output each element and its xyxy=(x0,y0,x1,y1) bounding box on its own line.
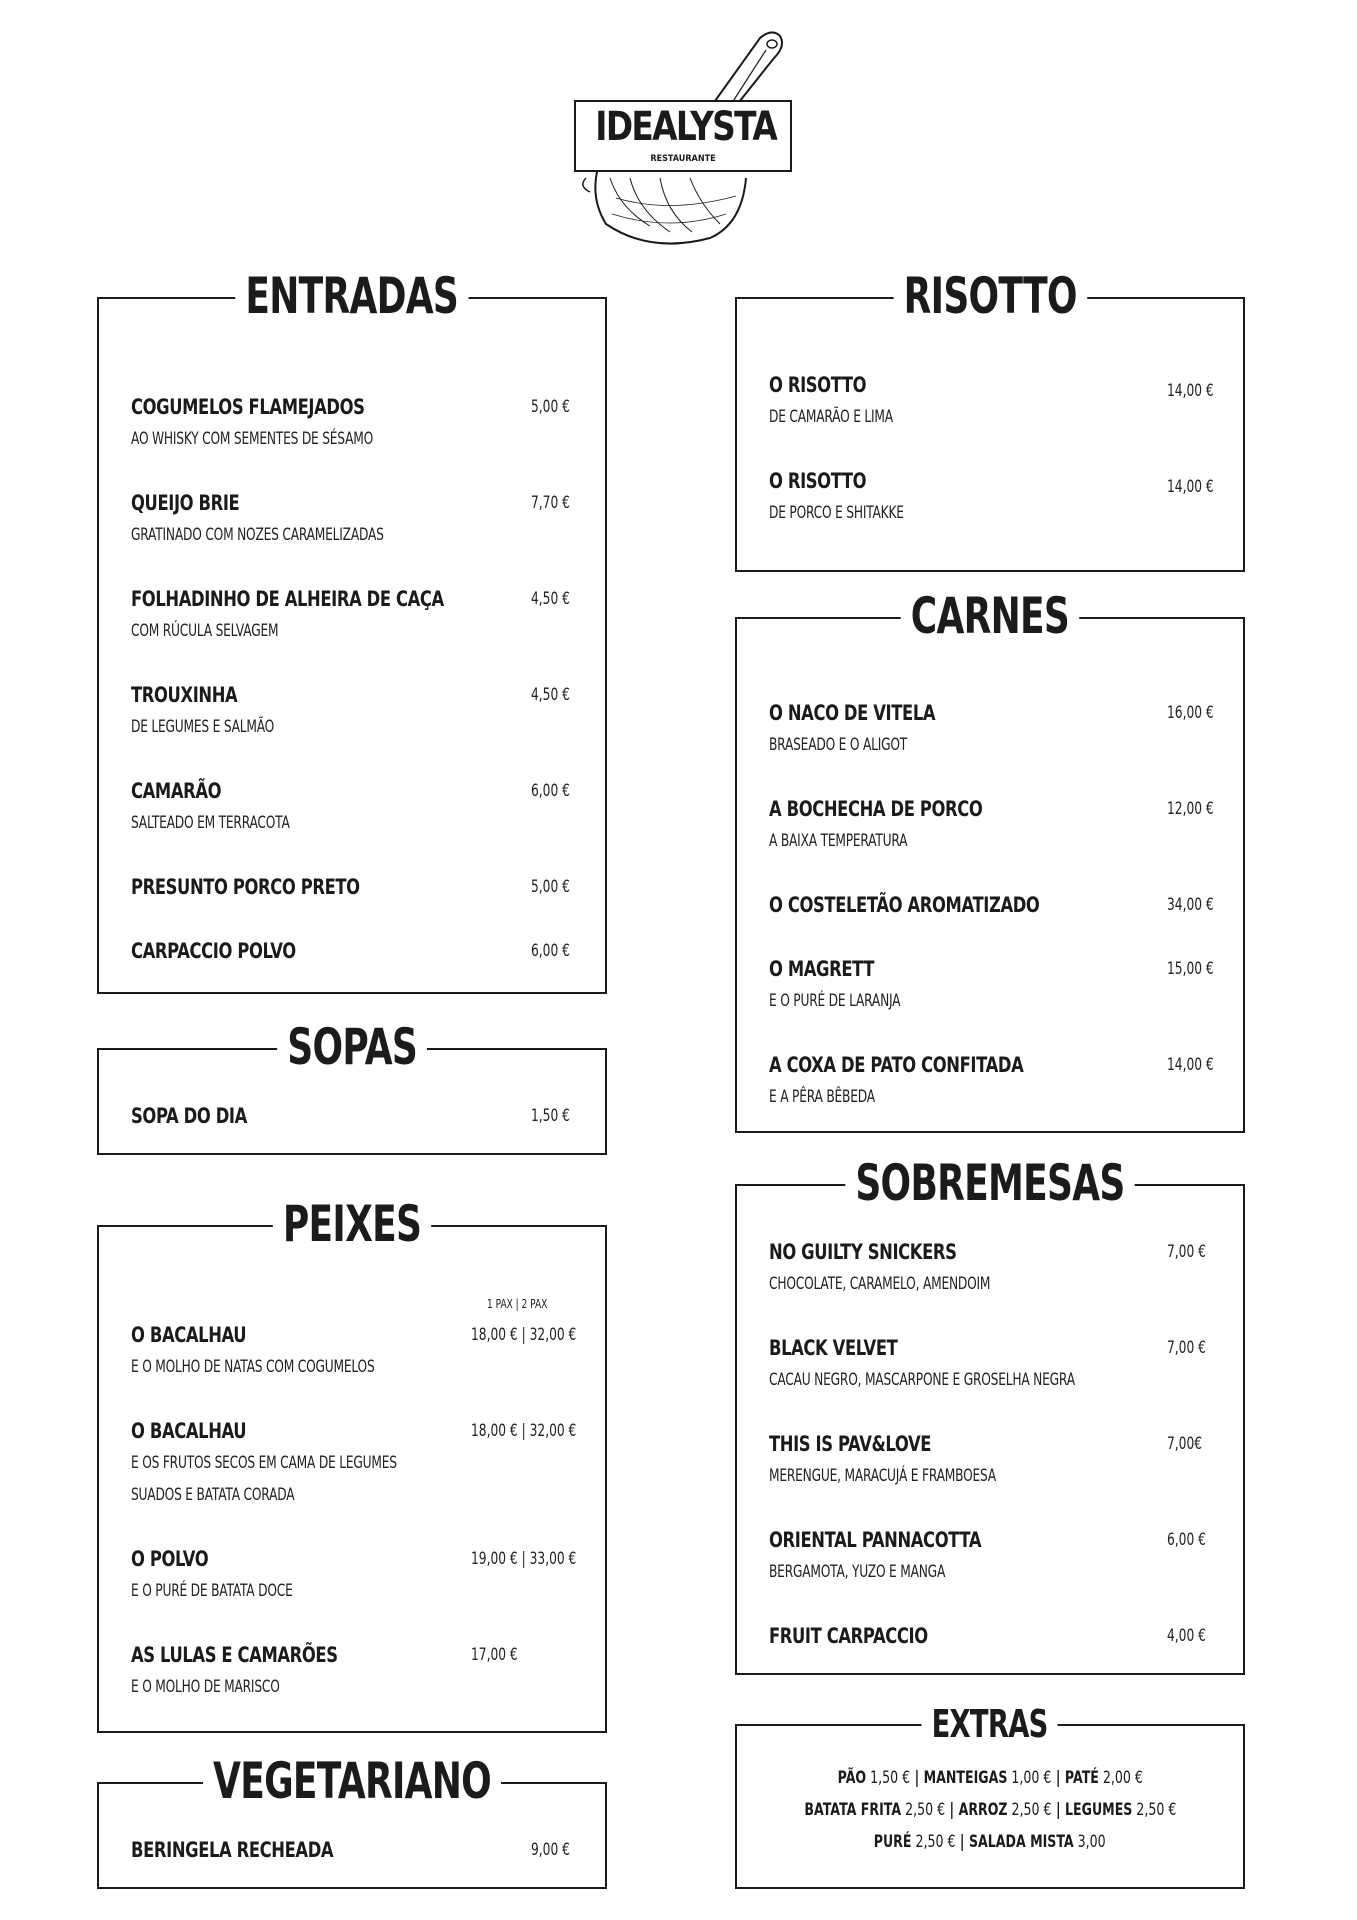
logo-name: IDEALYSTA xyxy=(595,104,777,150)
menu-item: THIS IS PAV&LOVE MERENGUE, MARACUJÁ E FRAMBOESA 7,00€ xyxy=(769,1432,1203,1486)
section-title-sopas: SOPAS xyxy=(99,1018,605,1076)
menu-item: PRESUNTO PORCO PRETO 5,00 € xyxy=(131,875,570,899)
menu-item: FRUIT CARPACCIO 4,00 € xyxy=(769,1624,1206,1648)
menu-item: O RISOTTO DE PORCO E SHITAKKE 14,00 € xyxy=(769,469,1214,523)
extras-line: PURÉ 2,50 € | SALADA MISTA 3,00 xyxy=(874,1832,1106,1852)
section-title-entradas: ENTRADAS xyxy=(99,267,605,325)
section-risotto xyxy=(735,267,1245,572)
section-vegetariano xyxy=(97,1752,607,1889)
restaurant-logo xyxy=(560,28,800,260)
menu-item: O POLVO E O PURÉ DE BATATA DOCE 19,00 € | 33,00 € xyxy=(131,1547,577,1601)
section-extras xyxy=(735,1702,1245,1889)
logo-subtitle: RESTAURANTE xyxy=(650,154,716,164)
extras-line: BATATA FRITA 2,50 € | ARROZ 2,50 € | LEGUMES 2,50 € xyxy=(803,1800,1177,1820)
menu-item: O BACALHAU E OS FRUTOS SECOS EM CAMA DE LEGUMES SUADOS E BATATA CORADA 18,00 € | 32,00 € xyxy=(131,1419,577,1505)
menu-item: A COXA DE PATO CONFITADA E A PÊRA BÊBEDA 14,00 € xyxy=(769,1053,1214,1107)
menu-item: QUEIJO BRIE GRATINADO COM NOZES CARAMELIZADAS 7,70 € xyxy=(131,491,570,545)
extras-line: PÃO 1,50 € | MANTEIGAS 1,00 € | PATÉ 2,00 € xyxy=(837,1768,1143,1788)
menu-item: ORIENTAL PANNACOTTA BERGAMOTA, YUZO E MANGA 6,00 € xyxy=(769,1528,1206,1582)
menu-item: O MAGRETT E O PURÉ DE LARANJA 15,00 € xyxy=(769,957,1214,1011)
menu-item: CARPACCIO POLVO 6,00 € xyxy=(131,939,570,963)
section-title-sobremesas: SOBREMESAS xyxy=(737,1154,1243,1212)
section-title-carnes: CARNES xyxy=(737,587,1243,645)
section-entradas xyxy=(97,267,607,994)
section-title-risotto: RISOTTO xyxy=(737,267,1243,325)
menu-item: O BACALHAU E O MOLHO DE NATAS COM COGUMELOS 18,00 € | 32,00 € xyxy=(131,1323,577,1377)
menu-item: CAMARÃO SALTEADO EM TERRACOTA 6,00 € xyxy=(131,779,570,833)
section-title-peixes: PEIXES xyxy=(99,1195,605,1253)
menu-item: A BOCHECHA DE PORCO A BAIXA TEMPERATURA 12,00 € xyxy=(769,797,1214,851)
menu-item: O NACO DE VITELA BRASEADO E O ALIGOT 16,00 € xyxy=(769,701,1214,755)
menu-item: BERINGELA RECHEADA 9,00 € xyxy=(131,1838,570,1862)
menu-item: SOPA DO DIA 1,50 € xyxy=(131,1104,570,1128)
logo-box xyxy=(574,100,792,172)
menu-item: O RISOTTO DE CAMARÃO E LIMA 14,00 € xyxy=(769,373,1214,427)
menu-item: AS LULAS E CAMARÕES E O MOLHO DE MARISCO 17,00 € xyxy=(131,1643,518,1697)
section-carnes xyxy=(735,587,1245,1133)
section-title-vegetariano: VEGETARIANO xyxy=(99,1752,605,1810)
section-title-extras: EXTRAS xyxy=(737,1702,1243,1746)
menu-item: BLACK VELVET CACAU NEGRO, MASCARPONE E GROSELHA NEGRA 7,00 € xyxy=(769,1336,1206,1390)
section-peixes xyxy=(97,1195,607,1733)
section-sopas xyxy=(97,1018,607,1155)
pax-header: 1 PAX | 2 PAX xyxy=(487,1297,548,1311)
menu-item: COGUMELOS FLAMEJADOS AO WHISKY COM SEMENTES DE SÉSAMO 5,00 € xyxy=(131,395,570,449)
menu-item: FOLHADINHO DE ALHEIRA DE CAÇA COM RÚCULA SELVAGEM 4,50 € xyxy=(131,587,570,641)
menu-item: NO GUILTY SNICKERS CHOCOLATE, CARAMELO, AMENDOIM 7,00 € xyxy=(769,1240,1206,1294)
menu-item: TROUXINHA DE LEGUMES E SALMÃO 4,50 € xyxy=(131,683,570,737)
menu-item: O COSTELETÃO AROMATIZADO 34,00 € xyxy=(769,893,1214,917)
section-sobremesas xyxy=(735,1154,1245,1675)
